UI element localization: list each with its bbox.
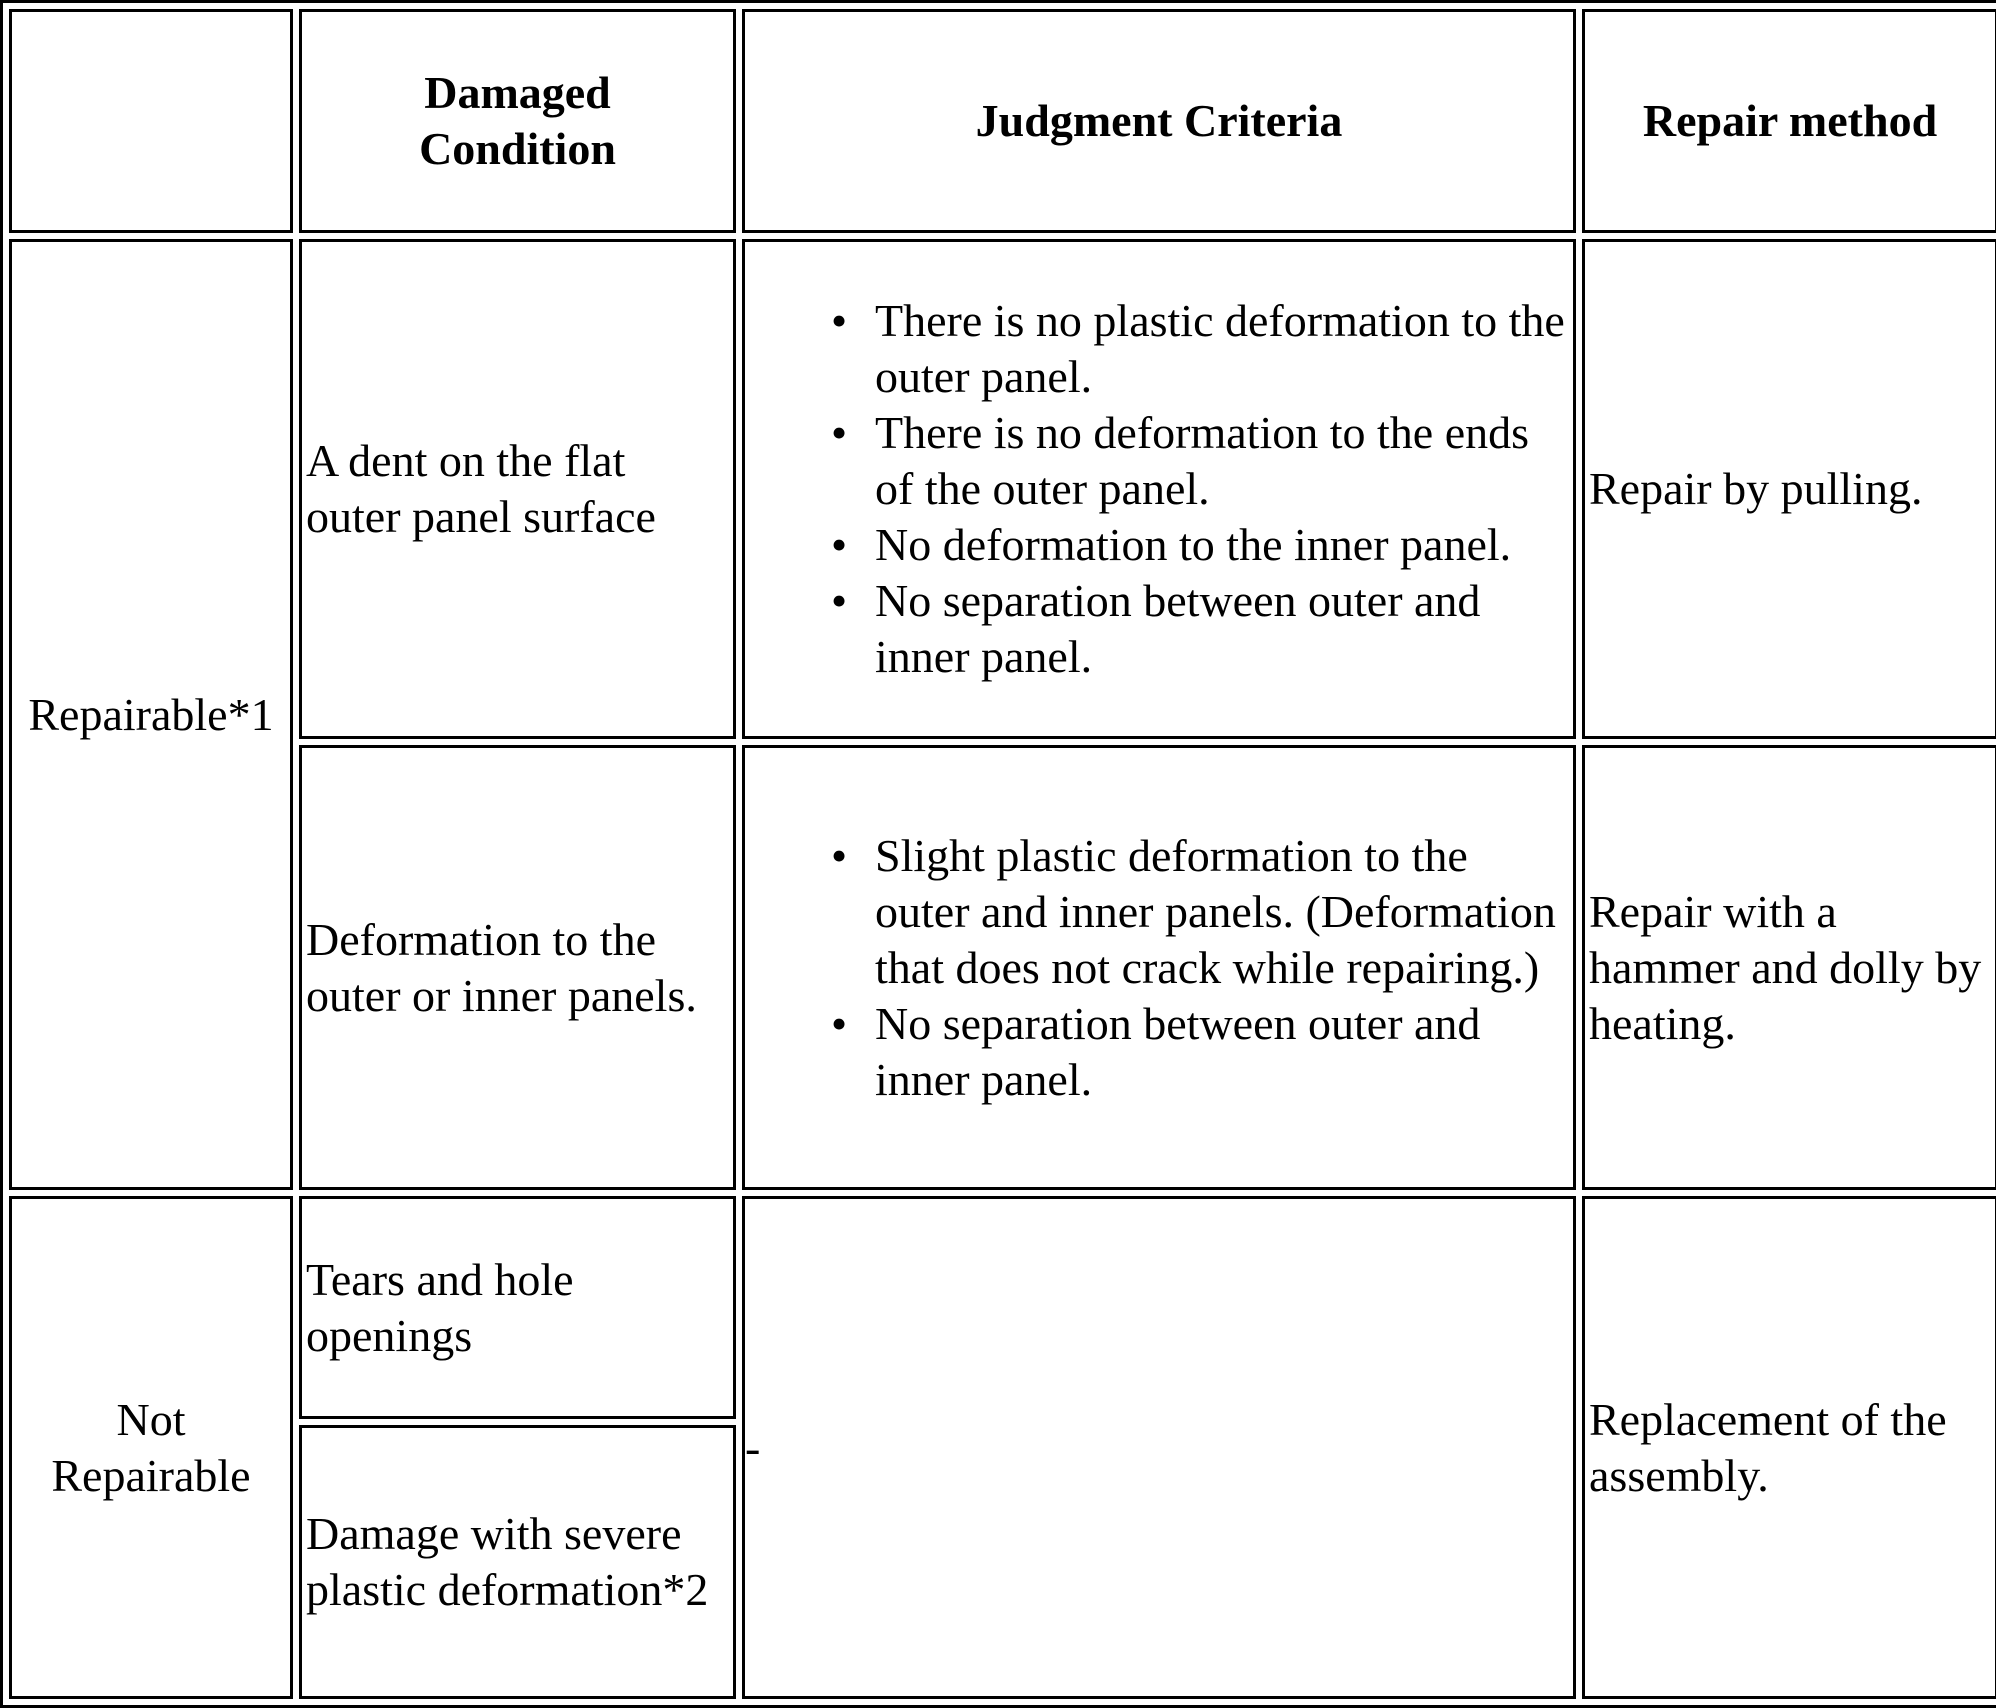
criteria-item: • There is no plastic deformation to the outer panel. [875,293,1573,405]
condition-cell: Deformation to the outer or inner panels. [299,745,736,1190]
header-status [9,9,293,233]
criteria-item: • No separation between outer and inner panel. [875,996,1573,1108]
criteria-item: • Slight plastic deformation to the outer and inner panels. (Deformation that does not crack while repairing.) [875,828,1573,996]
criteria-cell [742,239,1576,739]
table-row [9,239,1996,739]
criteria-cell: - [742,1196,1576,1699]
header-damaged-condition: Damaged Condition [299,9,736,233]
status-cell-not-repairable: Not Repairable [9,1196,293,1699]
table-row [9,1196,1996,1419]
table-row [9,745,1996,1190]
criteria-cell [742,745,1576,1190]
condition-cell: Tears and hole openings [299,1196,736,1419]
condition-cell: A dent on the flat outer panel surface [299,239,736,739]
header-repair-method: Repair method [1582,9,1996,233]
status-cell-repairable: Repairable*1 [9,239,293,1190]
method-cell: Repair with a hammer and dolly by heating. [1582,745,1996,1190]
header-judgment-criteria: Judgment Criteria [742,9,1576,233]
criteria-list [745,828,1573,1108]
criteria-list [745,293,1573,685]
criteria-item: • No separation between outer and inner panel. [875,573,1573,685]
header-row [9,9,1996,233]
condition-cell: Damage with severe plastic deformation*2 [299,1425,736,1699]
criteria-item: • No deformation to the inner panel. [875,517,1573,573]
method-cell: Replacement of the assembly. [1582,1196,1996,1699]
criteria-item: • There is no deformation to the ends of the outer panel. [875,405,1573,517]
method-cell: Repair by pulling. [1582,239,1996,739]
